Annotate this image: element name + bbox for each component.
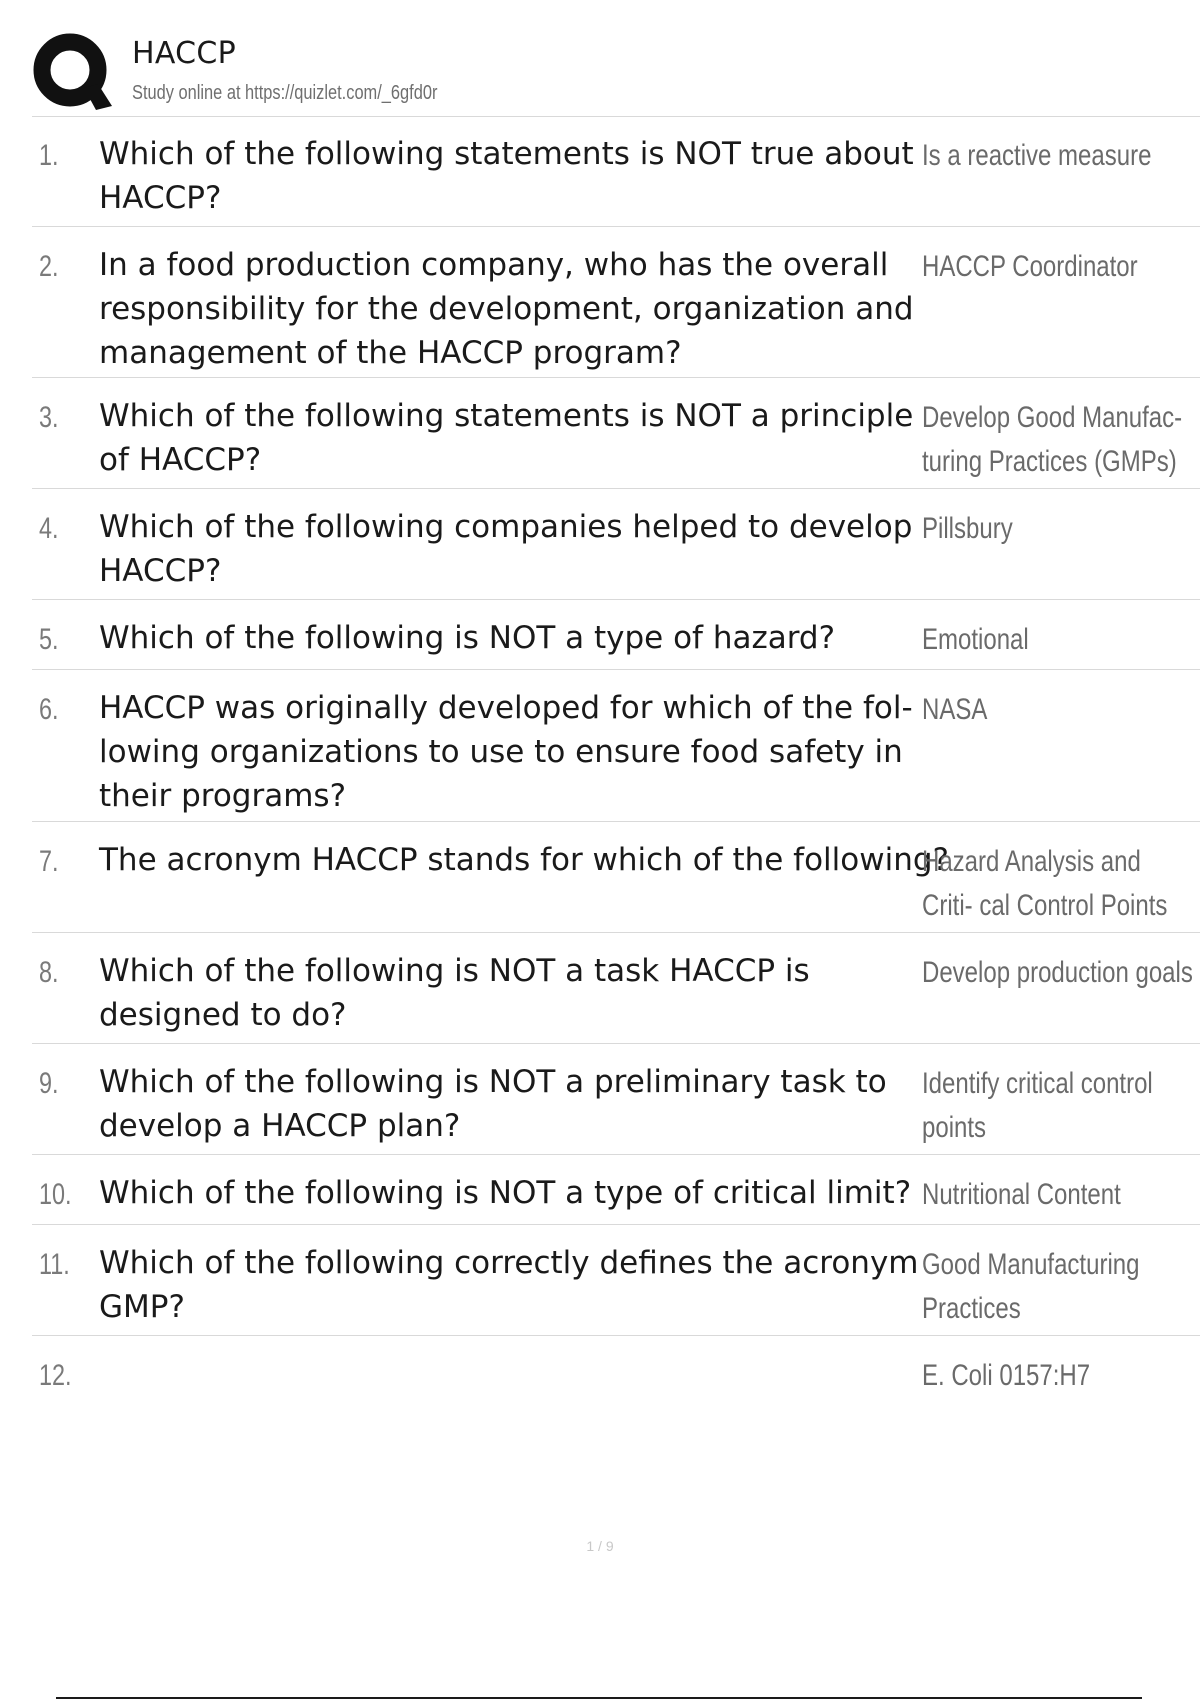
question-number: 5. bbox=[39, 623, 59, 656]
question-row bbox=[32, 600, 1200, 670]
question-answer-list bbox=[32, 116, 1200, 1416]
answer-text: Develop production goals bbox=[922, 956, 1193, 989]
question-text: In a food production company, who has the overall responsibility for the development, organization and management of the HACCP program? bbox=[99, 247, 914, 371]
question-number: 12. bbox=[39, 1359, 72, 1392]
answer-text: Good Manufacturing Practices bbox=[922, 1248, 1140, 1325]
document-header bbox=[32, 30, 1200, 117]
study-online-link[interactable]: Study online at https://quizlet.com/_6gfd0r bbox=[132, 82, 438, 104]
question-number: 7. bbox=[39, 845, 59, 878]
question-number: 4. bbox=[39, 512, 59, 545]
question-row bbox=[32, 489, 1200, 600]
question-number: 8. bbox=[39, 956, 59, 989]
quizlet-logo-icon bbox=[32, 32, 112, 112]
question-text: Which of the following is NOT a type of hazard? bbox=[99, 620, 836, 656]
question-row bbox=[32, 1225, 1200, 1336]
answer-text: NASA bbox=[922, 693, 988, 726]
answer-text: Is a reactive measure bbox=[922, 139, 1152, 172]
answer-text: E. Coli 0157:H7 bbox=[922, 1359, 1091, 1392]
question-row bbox=[32, 378, 1200, 489]
document-title: HACCP bbox=[132, 36, 237, 71]
answer-text: Identify critical control points bbox=[922, 1067, 1153, 1144]
question-number: 1. bbox=[39, 139, 59, 172]
answer-text: Emotional bbox=[922, 623, 1029, 656]
question-text: Which of the following is NOT a preliminary task to develop a HACCP plan? bbox=[99, 1064, 887, 1144]
question-number: 3. bbox=[39, 401, 59, 434]
answer-text: Pillsbury bbox=[922, 512, 1013, 545]
question-number: 6. bbox=[39, 693, 59, 726]
question-row bbox=[32, 116, 1200, 227]
question-text: HACCP was originally developed for which of the fol- lowing organizations to use to ensure food safety in their programs? bbox=[99, 690, 913, 814]
answer-text: Nutritional Content bbox=[922, 1178, 1121, 1211]
question-row bbox=[32, 1336, 1200, 1416]
question-number: 11. bbox=[39, 1248, 70, 1281]
question-text: The acronym HACCP stands for which of the following? bbox=[99, 842, 949, 878]
question-number: 10. bbox=[39, 1178, 72, 1211]
question-text: Which of the following companies helped to develop HACCP? bbox=[99, 509, 913, 589]
question-row bbox=[32, 1155, 1200, 1225]
question-text: Which of the following is NOT a type of critical limit? bbox=[99, 1175, 912, 1211]
question-row bbox=[32, 670, 1200, 822]
question-number: 2. bbox=[39, 250, 59, 283]
question-row bbox=[32, 1044, 1200, 1155]
question-row bbox=[32, 822, 1200, 933]
question-number: 9. bbox=[39, 1067, 59, 1100]
bottom-divider bbox=[56, 1697, 1142, 1699]
answer-text: Develop Good Manufac- turing Practices (GMPs) bbox=[922, 401, 1183, 478]
answer-text: Hazard Analysis and Criti- cal Control Points bbox=[922, 845, 1168, 922]
page-number: 1 / 9 bbox=[586, 1538, 614, 1554]
answer-text: HACCP Coordinator bbox=[922, 250, 1138, 283]
question-text: Which of the following correctly defines the acronym GMP? bbox=[99, 1245, 919, 1325]
question-text: Which of the following statements is NOT true about HACCP? bbox=[99, 136, 914, 216]
question-row bbox=[32, 933, 1200, 1044]
question-text: Which of the following statements is NOT a principle of HACCP? bbox=[99, 398, 914, 478]
question-row bbox=[32, 227, 1200, 378]
question-text: Which of the following is NOT a task HACCP is designed to do? bbox=[99, 953, 810, 1033]
